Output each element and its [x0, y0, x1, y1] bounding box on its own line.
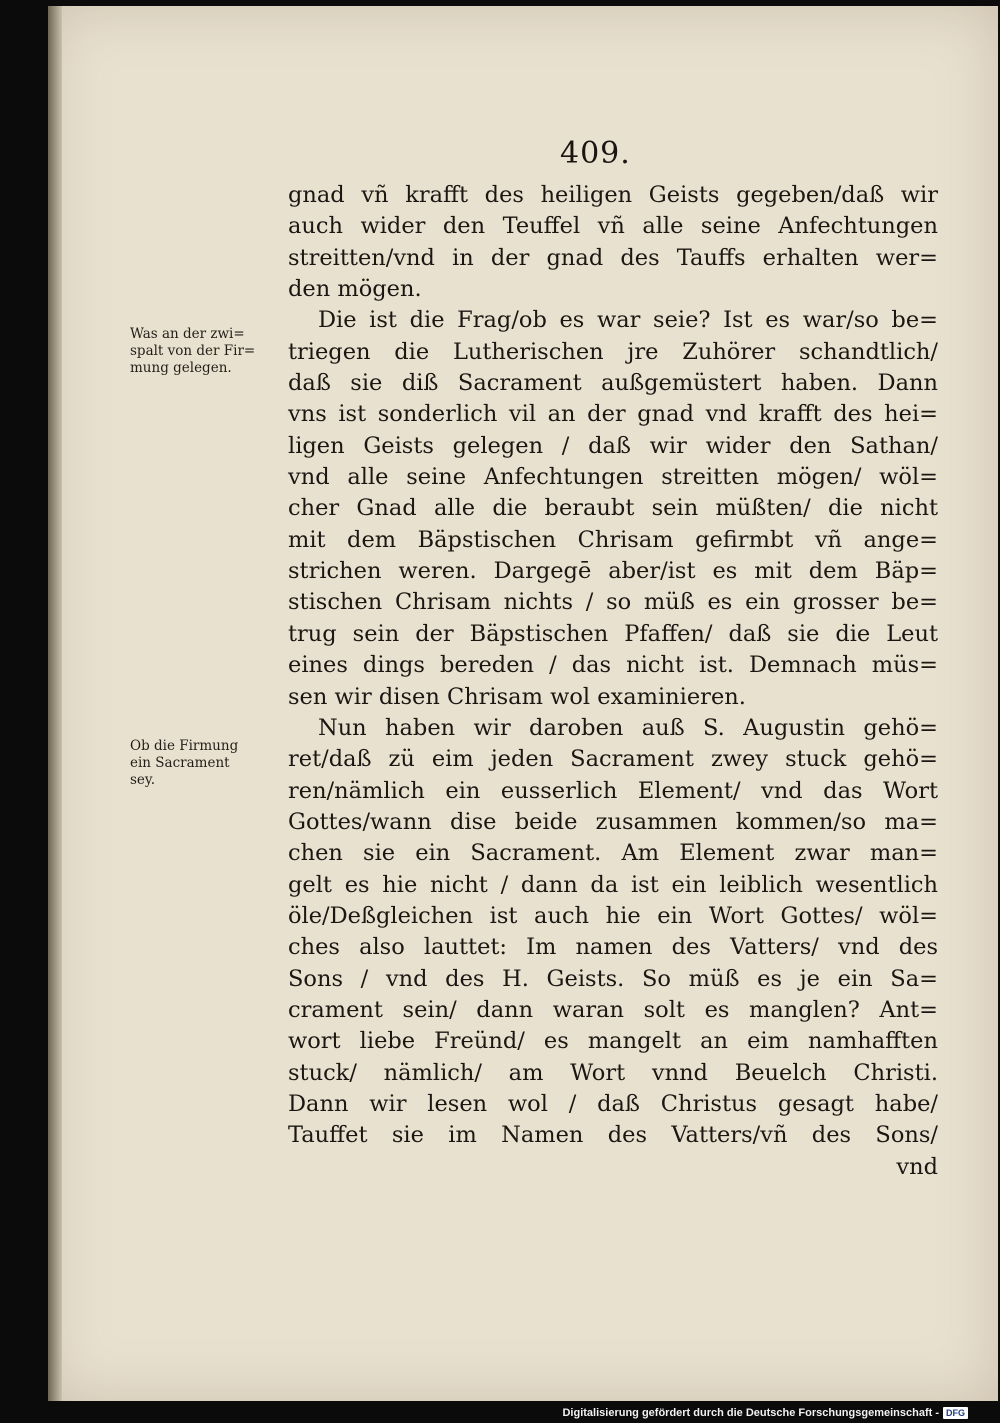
- text-line: gelt es hie nicht / dann da ist ein leiblich wesentlich: [288, 871, 938, 898]
- text-line: daß sie diß Sacrament außgemüstert haben. Dann: [288, 370, 938, 397]
- text-line: vnd alle seine Anfechtungen streitten mögen/ wöl=: [288, 464, 938, 491]
- text-line: streitten/vnd in der gnad des Tauffs erhalten wer=: [288, 244, 938, 271]
- margin-note-line: Was an der zwi=: [130, 326, 245, 342]
- text-line: eines dings bereden / das nicht ist. Demnach müs=: [288, 652, 938, 679]
- text-line: öle/Deßgleichen ist auch hie ein Wort Gottes/ wöl=: [288, 902, 938, 929]
- digitization-credit: [562, 1407, 968, 1419]
- text-line: stischen Chrisam nichts / so müß es ein grosser be=: [288, 589, 938, 616]
- text-line: Sons / vnd des H. Geists. So müß es je ein Sa=: [288, 965, 938, 992]
- text-line: ches also lauttet: Im namen des Vatters/ vnd des: [288, 934, 938, 961]
- text-line: triegen die Lutherischen jre Zuhörer schandtlich/: [288, 338, 938, 365]
- text-line: vns ist sonderlich vil an der gnad vnd krafft des hei=: [288, 401, 938, 428]
- margin-note-line: Ob die Firmung: [130, 738, 239, 754]
- text-line: wort liebe Freünd/ es mangelt an eim namhafften: [288, 1028, 938, 1055]
- page-gutter: [48, 6, 62, 1401]
- text-line: mit dem Bäpstischen Chrisam gefirmbt vñ ange=: [288, 526, 938, 553]
- margin-note: [130, 326, 290, 377]
- body-text: [288, 180, 938, 1183]
- text-line: ligen Geists gelegen / daß wir wider den Sathan/: [288, 432, 938, 459]
- text-line: Nun haben wir daroben auß S. Augustin gehö=: [318, 714, 938, 741]
- dfg-logo: DFG: [943, 1407, 968, 1419]
- margin-note: [130, 738, 290, 789]
- text-line: strichen weren. Dargegē aber/ist es mit dem Bäp=: [288, 558, 938, 585]
- text-line: Dann wir lesen wol / daß Christus gesagt habe/: [288, 1090, 938, 1117]
- margin-note-line: sey.: [130, 772, 156, 788]
- text-line: den mögen.: [288, 276, 422, 303]
- text-line: Gottes/wann dise beide zusammen kommen/so ma=: [288, 808, 938, 835]
- text-line: ren/nämlich ein eusserlich Element/ vnd das Wort: [288, 777, 938, 804]
- text-line: ret/daß zü eim jeden Sacrament zwey stuck gehö=: [288, 746, 938, 773]
- text-line: Tauffet sie im Namen des Vatters/vñ des Sons/: [288, 1122, 938, 1149]
- text-line: crament sein/ dann waran solt es manglen? Ant=: [288, 996, 938, 1023]
- text-line: cher Gnad alle die beraubt sein müßten/ die nicht: [288, 495, 938, 522]
- text-line: chen sie ein Sacrament. Am Element zwar man=: [288, 840, 938, 867]
- margin-note-line: mung gelegen.: [130, 360, 232, 376]
- text-line: auch wider den Teuffel vñ alle seine Anfechtungen: [288, 213, 938, 240]
- text-line: vnd: [896, 1153, 938, 1180]
- text-line: trug sein der Bäpstischen Pfaffen/ daß sie die Leut: [288, 620, 938, 647]
- page-number: 409.: [560, 136, 631, 171]
- text-line: gnad vñ krafft des heiligen Geists gegeben/daß wir: [288, 182, 938, 208]
- text-line: sen wir disen Chrisam wol examinieren.: [288, 683, 746, 710]
- margin-note-line: ein Sacrament: [130, 755, 230, 771]
- text-line: stuck/ nämlich/ am Wort vnnd Beuelch Christi.: [288, 1059, 938, 1086]
- credit-text: Digitalisierung gefördert durch die Deutsche Forschungsgemeinschaft -: [562, 1407, 939, 1419]
- text-line: Die ist die Frag/ob es war seie? Ist es war/so be=: [318, 307, 938, 334]
- margin-note-line: spalt von der Fir=: [130, 343, 256, 359]
